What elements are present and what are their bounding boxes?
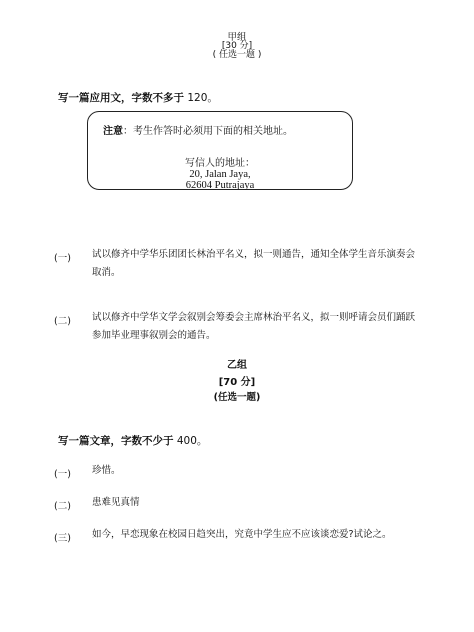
- question-a1-number: (一): [54, 253, 71, 264]
- question-b1-number: (一): [54, 469, 71, 480]
- question-b1-text: 珍惜。: [92, 465, 121, 476]
- section-b-title: 乙组: [227, 360, 247, 371]
- note-text: ：考生作答时必须用下面的相关地址。: [123, 126, 293, 137]
- question-a1-text: 试以修齐中学华乐团团长林治平名义，拟一则通告，通知全体学生音乐演奏会取消。: [92, 249, 416, 278]
- question-b3-number: (三): [54, 533, 71, 544]
- section-b-instruction: [58, 433, 207, 448]
- question-a2-text: 试以修齐中学华文学会叙别会筹委会主席林治平名义，拟一则呼请会员们踊跃参加毕业理事叙别会的通告。: [92, 312, 416, 341]
- section-b-instruction-number: 400。: [173, 435, 208, 447]
- question-b2-number: (二): [54, 501, 71, 512]
- address-line-2: 62604 Putrajaya: [185, 180, 255, 190]
- address-title: 写信人的地址：: [185, 158, 255, 169]
- address-line-1: 20, Jalan Jaya,: [189, 169, 251, 180]
- section-a-marks: [30 分]: [221, 41, 253, 51]
- section-a-instruction-text: 写一篇应用文，字数不多于: [58, 92, 184, 104]
- section-a-choose-note: ( 任选一题 ): [212, 50, 262, 60]
- section-b-choose-note: (任选一题): [213, 392, 261, 403]
- note-label: 注意: [103, 126, 123, 137]
- section-a-title: 甲组: [227, 32, 247, 43]
- section-b-marks: [70 分]: [218, 377, 256, 388]
- note-line: [103, 122, 293, 137]
- section-a-instruction-number: 120。: [184, 92, 218, 104]
- question-b2-text: 患难见真情: [92, 497, 140, 508]
- section-a-instruction: [58, 90, 218, 105]
- section-b-instruction-text: 写一篇文章，字数不少于: [58, 435, 174, 447]
- note-box: [87, 111, 353, 190]
- question-a2-number: (二): [54, 316, 71, 327]
- question-b3-text: 如今，早恋现象在校园日趋突出，究竟中学生应不应该谈恋爱?试论之。: [92, 529, 392, 540]
